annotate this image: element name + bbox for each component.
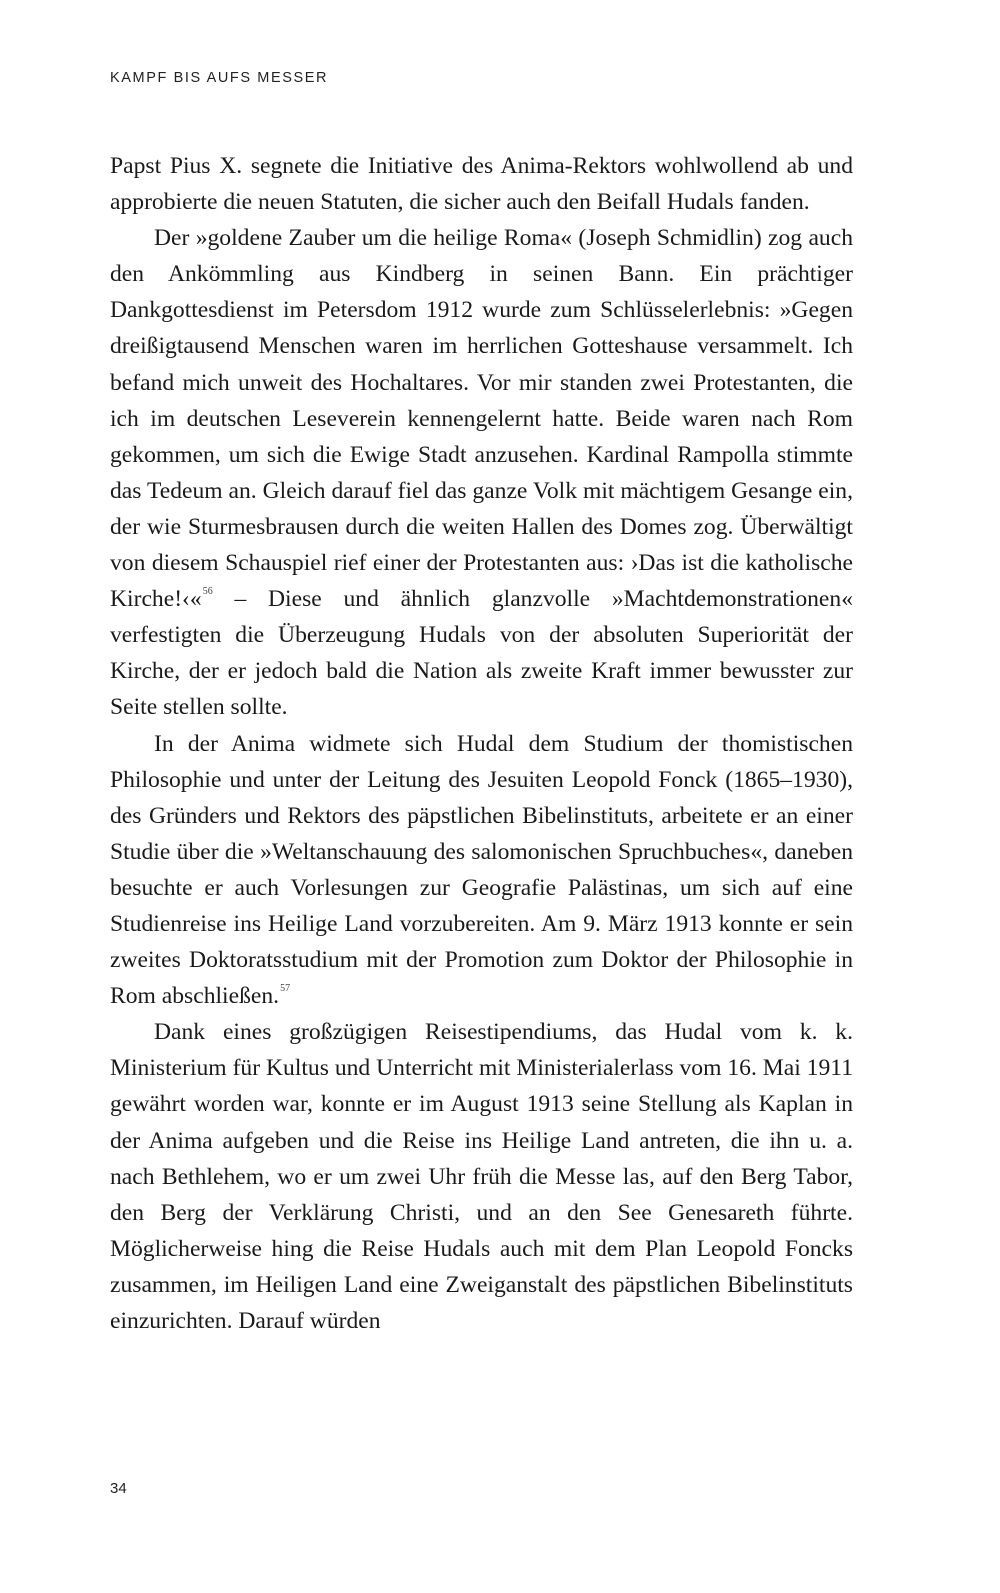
paragraph-1-text: Papst Pius X. segnete die Initiative des Anima-Rektors wohlwollend ab und approbierte die neuen Statuten, die sicher auch den Beifall Hudals fanden.	[110, 153, 853, 216]
paragraph-2	[110, 220, 853, 725]
footnote-ref-57: 57	[280, 983, 291, 995]
paragraph-3	[110, 726, 853, 1015]
body-text	[110, 148, 853, 1339]
running-title: KAMPF BIS AUFS MESSER	[110, 70, 329, 86]
paragraph-2-text-cont: – Diese und ähnlich glanzvolle »Machtdemonstrationen« verfestigten die Überzeugung Hudals von der absoluten Superiorität der Kirche, der er jedoch bald die Nation als zweite Kraft immer bewusster zur Seite stellen sollte.	[110, 586, 853, 721]
paragraph-3-text: In der Anima widmete sich Hudal dem Studium der thomistischen Philosophie und unter der Leitung des Jesuiten Leopold Fonck (1865–1930), des Gründers und Rektors des päpstlichen Bibelinstituts, arbeitete er an einer Studie über die »Weltanschauung des salomonischen Spruchbuches«, daneben besuchte er auch Vorlesungen zur Geografie Palästinas, um sich auf eine Studienreise ins Heilige Land vorzubereiten. Am 9. März 1913 konnte er sein zweites Doktoratsstudium mit der Promotion zum Doktor der Philosophie in Rom abschließen.	[110, 730, 853, 1010]
paragraph-4-text: Dank eines großzügigen Reisestipendiums, das Hudal vom k. k. Ministerium für Kultus und Unterricht mit Ministerialerlass vom 16. Mai 1911 gewährt worden war, konnte er im August 1913 seine Stellung als Kaplan in der Anima aufgeben und die Reise ins Heilige Land antreten, die ihn u. a. nach Bethlehem, wo er um zwei Uhr früh die Messe las, auf den Berg Tabor, den Berg der Verklärung Christi, und an den See Genesareth führte. Möglicherweise hing die Reise Hudals auch mit dem Plan Leopold Foncks zusammen, im Heiligen Land eine Zweiganstalt des päpstlichen Bibelinstituts einzurichten. Darauf würden	[110, 1019, 853, 1334]
paragraph-1	[110, 148, 853, 220]
paragraph-4	[110, 1014, 853, 1339]
paragraph-2-text: Der »goldene Zauber um die heilige Roma« (Joseph Schmidlin) zog auch den Ankömmling aus Kindberg in seinen Bann. Ein prächtiger Dankgottesdienst im Petersdom 1912 wurde zum Schlüsselerlebnis: »Gegen dreißigtausend Menschen waren im herrlichen Gotteshause versammelt. Ich befand mich unweit des Hochaltares. Vor mir standen zwei Protestanten, die ich im deutschen Leseverein kennengelernt hatte. Beide waren nach Rom gekommen, um sich die Ewige Stadt anzusehen. Kardinal Rampolla stimmte das Tedeum an. Gleich darauf fiel das ganze Volk mit mächtigem Gesange ein, der wie Sturmesbrausen durch die weiten Hallen des Domes zog. Überwältigt von diesem Schauspiel rief einer der Protestanten aus: ›Das ist die katholische Kirche!‹«	[110, 225, 853, 613]
footnote-ref-56: 56	[202, 586, 213, 598]
page-number: 34	[110, 1480, 127, 1497]
